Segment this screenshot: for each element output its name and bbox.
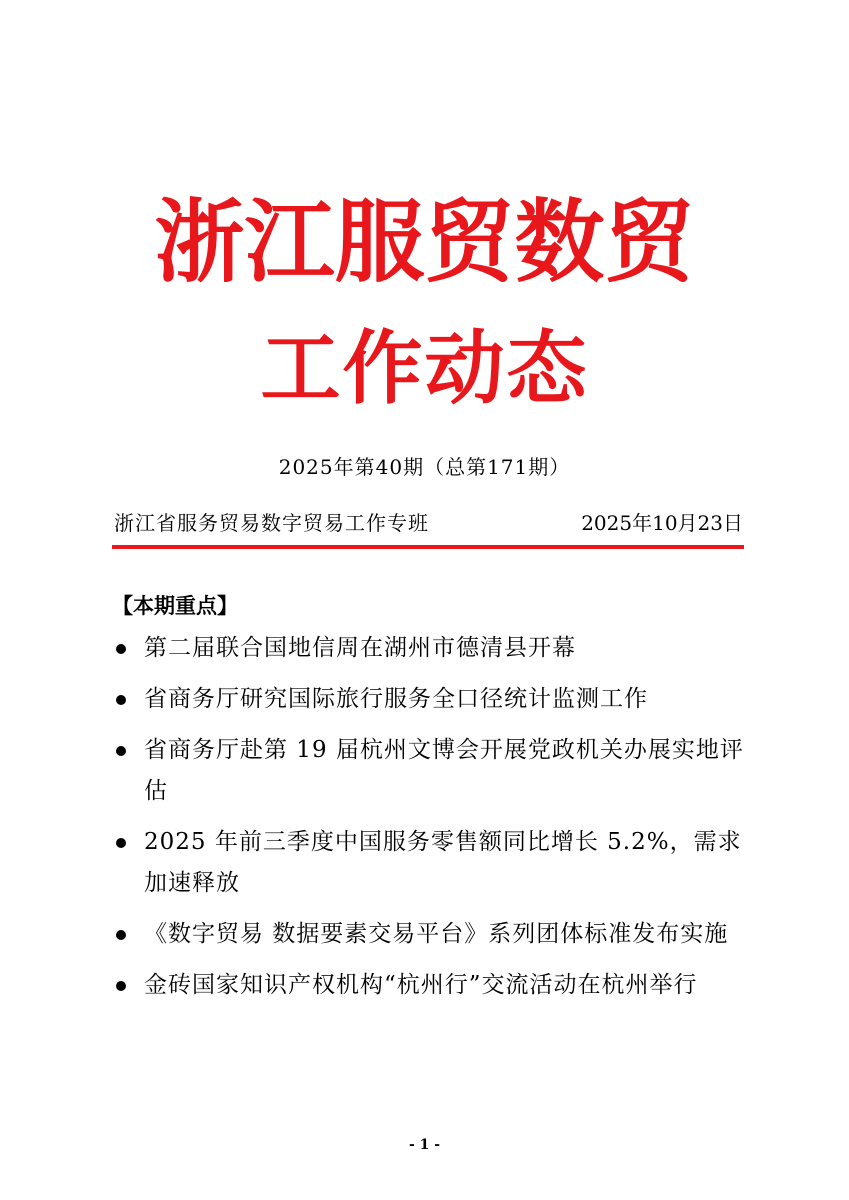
list-item: [112, 628, 748, 669]
list-item: [112, 730, 748, 812]
bullet-dot-icon: [116, 695, 126, 705]
highlight-text: 省商务厅赴第 19 届杭州文博会开展党政机关办展实地评估: [144, 737, 744, 804]
list-item: [112, 679, 748, 720]
page-number: - 1 -: [408, 1137, 441, 1153]
highlights-heading: 【本期重点】: [112, 594, 238, 618]
highlight-text: 第二届联合国地信周在湖州市德清县开幕: [144, 635, 576, 661]
highlight-text: 省商务厅研究国际旅行服务全口径统计监测工作: [144, 686, 648, 712]
bullet-dot-icon: [116, 981, 126, 991]
masthead-subtitle: 工作动态: [260, 321, 589, 415]
publisher-name: 浙江省服务贸易数字贸易工作专班: [114, 511, 429, 535]
highlights-list: [112, 628, 748, 1016]
highlight-text: 金砖国家知识产权机构“杭州行”交流活动在杭州举行: [144, 972, 698, 998]
highlight-text: 《数字贸易 数据要素交易平台》系列团体标准发布实施: [144, 921, 729, 947]
bullet-dot-icon: [116, 746, 126, 756]
highlight-text: 2025 年前三季度中国服务零售额同比增长 5.2%，需求加速释放: [144, 829, 742, 896]
bullet-dot-icon: [116, 838, 126, 848]
masthead-title: 浙江服贸数贸: [154, 189, 695, 295]
bullet-dot-icon: [116, 930, 126, 940]
publish-date: 2025年10月23日: [581, 511, 743, 535]
list-item: [112, 822, 748, 904]
issue-number: 2025年第40期（总第171期）: [278, 455, 571, 479]
bullet-dot-icon: [116, 644, 126, 654]
list-item: [112, 965, 748, 1006]
red-divider-line: [112, 545, 744, 549]
list-item: [112, 914, 748, 955]
